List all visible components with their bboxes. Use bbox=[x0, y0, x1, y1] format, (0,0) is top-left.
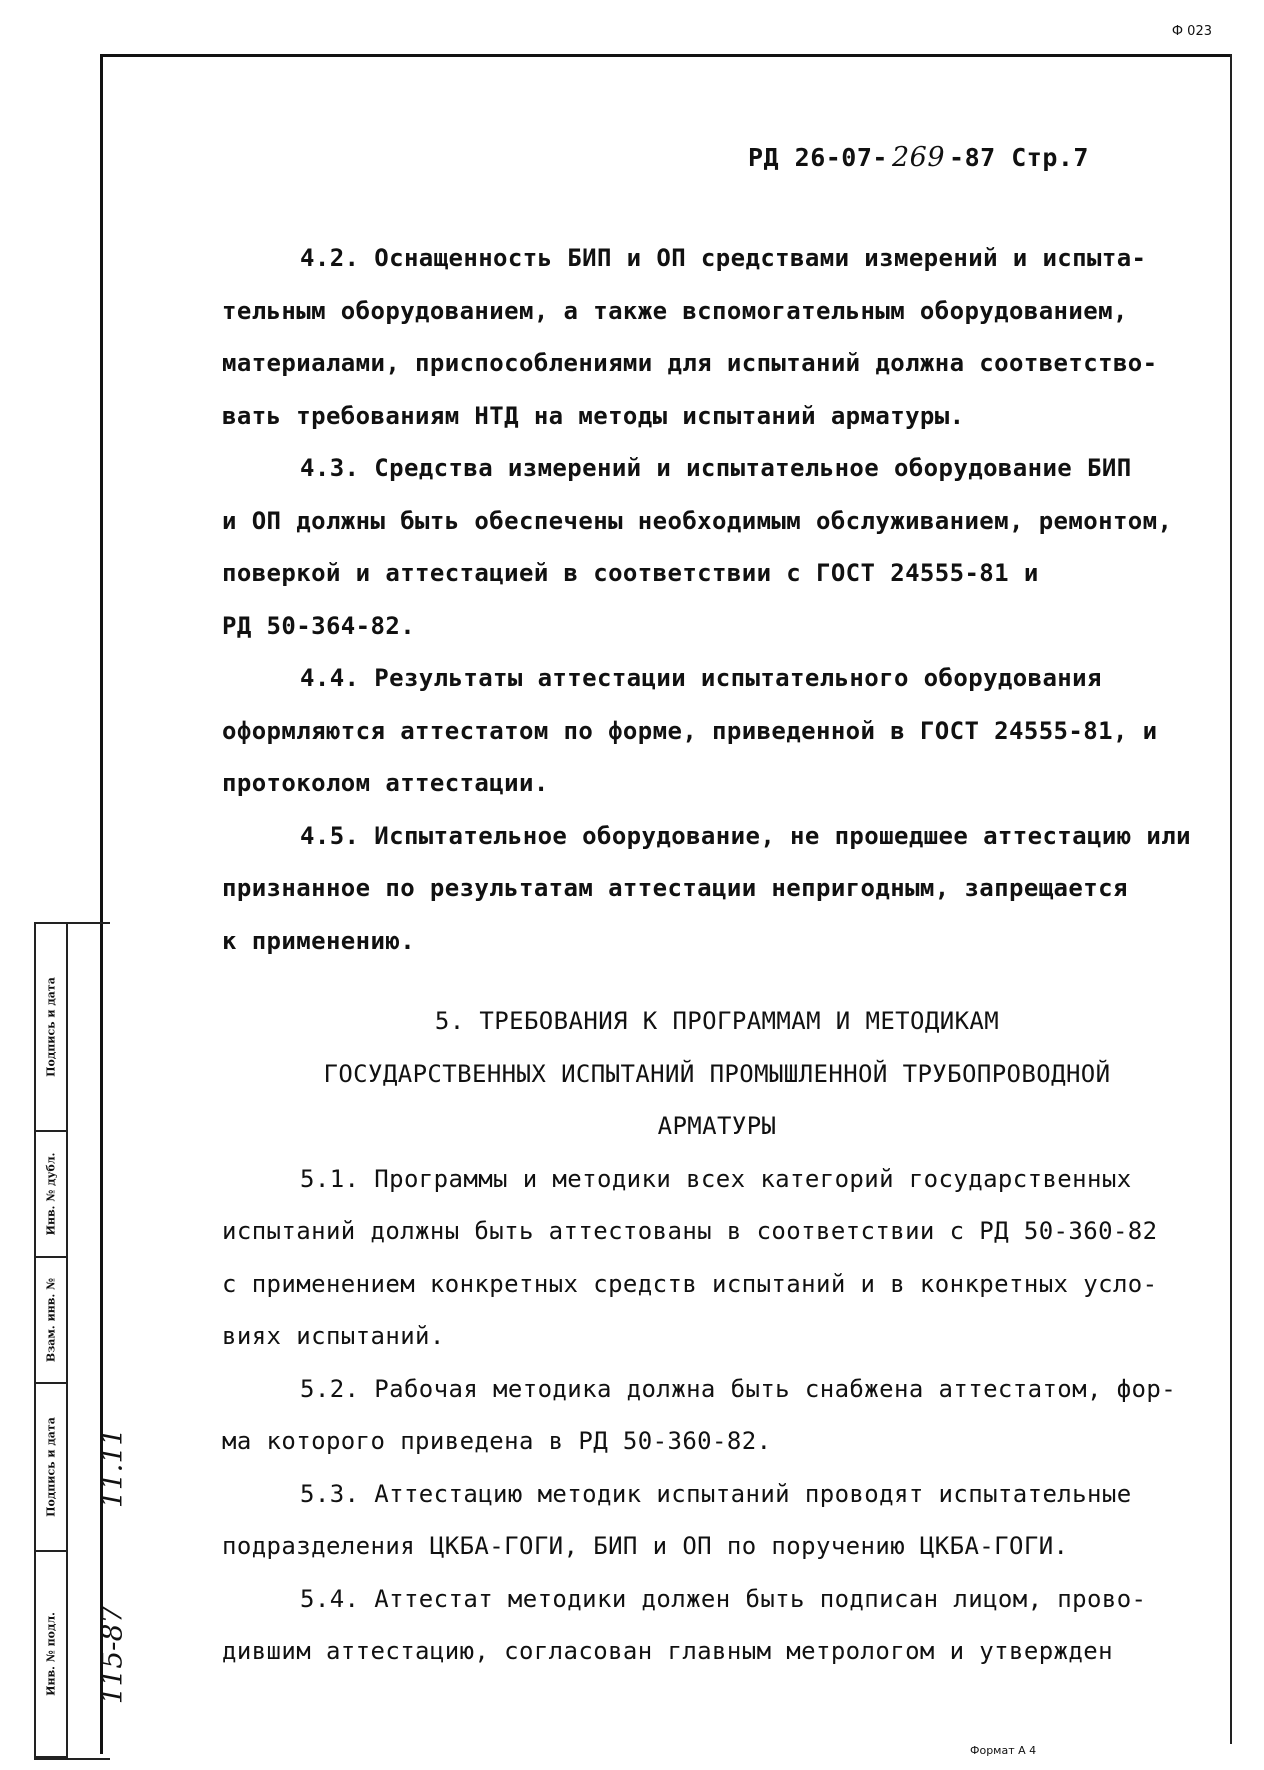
frame-right-border bbox=[1230, 54, 1232, 1744]
frame-top-border bbox=[100, 54, 1230, 57]
handwritten-inventory-number: 115-87 bbox=[95, 1605, 129, 1705]
doc-prefix: РД 26-07- bbox=[748, 143, 888, 172]
text-line: к применению. bbox=[222, 926, 416, 955]
text-line: ма которого приведена в РД 50-360-82. bbox=[222, 1427, 772, 1455]
text-line: тельным оборудованием, а также вспомогательным оборудованием, bbox=[222, 296, 1128, 325]
text-line: 5.3. Аттестацию методик испытаний проводят испытательные bbox=[300, 1479, 1132, 1508]
page-header bbox=[748, 142, 1089, 173]
text-line: протоколом аттестации. bbox=[222, 769, 549, 797]
body-text bbox=[222, 232, 1212, 1678]
stamp-field-orig-inv: Инв. № подл. bbox=[36, 1552, 66, 1758]
section-heading-line: 5. ТРЕБОВАНИЯ К ПРОГРАММАМ И МЕТОДИКАМ bbox=[434, 1007, 1000, 1035]
stamp-field-replace-inv: Взам. инв. № bbox=[36, 1258, 66, 1384]
text-line: РД 50-364-82. bbox=[222, 611, 416, 640]
side-stamp bbox=[34, 922, 129, 1760]
text-line: 5.1. Программы и методики всех категорий государственных bbox=[300, 1164, 1132, 1193]
text-line: виях испытаний. bbox=[222, 1322, 445, 1350]
section-heading-line: АРМАТУРЫ bbox=[657, 1112, 777, 1140]
corner-code: Ф 023 bbox=[1171, 24, 1212, 39]
text-line: 4.5. Испытательное оборудование, не прошедшее аттестацию или bbox=[300, 821, 1191, 850]
text-line: 4.3. Средства измерений и испытательное оборудование БИП bbox=[300, 454, 1132, 482]
text-line: подразделения ЦКБА-ГОГИ, БИП и ОП по поручению ЦКБА-ГОГИ. bbox=[222, 1532, 1069, 1560]
format-note: Формат А 4 bbox=[970, 1744, 1037, 1757]
handwritten-date-signature: 11.11 bbox=[95, 1427, 129, 1509]
stamp-field-dup-inv: Инв. № дубл. bbox=[36, 1132, 66, 1258]
text-line: 4.4. Результаты аттестации испытательного оборудования bbox=[300, 664, 1102, 692]
text-line: 5.2. Рабочая методика должна быть снабжена аттестатом, фор- bbox=[300, 1374, 1177, 1403]
text-line: поверкой и аттестацией в соответствии с ГОСТ 24555-81 и bbox=[222, 559, 1039, 587]
text-line: признанное по результатам аттестации непригодным, запрещается bbox=[222, 874, 1128, 902]
stamp-field-signature-date-2: Подпись и дата bbox=[36, 1384, 66, 1552]
text-line: 4.2. Оснащенность БИП и ОП средствами измерений и испыта- bbox=[300, 244, 1147, 272]
text-line: вать требованиям НТД на методы испытаний арматуры. bbox=[222, 401, 965, 430]
section-spacer bbox=[222, 967, 1212, 995]
text-line: и ОП должны быть обеспечены необходимым обслуживанием, ремонтом, bbox=[222, 506, 1173, 535]
stamp-handwriting-column bbox=[66, 924, 129, 1758]
doc-number-handwritten: 269 bbox=[891, 142, 946, 173]
text-line: оформляются аттестатом по форме, приведенной в ГОСТ 24555-81, и bbox=[222, 716, 1158, 745]
text-line: с применением конкретных средств испытаний и в конкретных усло- bbox=[222, 1269, 1158, 1298]
text-line: 5.4. Аттестат методики должен быть подписан лицом, прово- bbox=[300, 1584, 1147, 1613]
text-line: дившим аттестацию, согласован главным метрологом и утвержден bbox=[222, 1637, 1113, 1665]
section-heading-line: ГОСУДАРСТВЕННЫХ ИСПЫТАНИЙ ПРОМЫШЛЕННОЙ ТРУБОПРОВОДНОЙ bbox=[323, 1059, 1111, 1088]
text-line: испытаний должны быть аттестованы в соответствии с РД 50-360-82 bbox=[222, 1217, 1158, 1245]
stamp-field-signature-date-1: Подпись и дата bbox=[36, 924, 66, 1132]
text-line: материалами, приспособлениями для испытаний должна соответство- bbox=[222, 349, 1158, 377]
doc-suffix: -87 Стр.7 bbox=[949, 143, 1089, 172]
